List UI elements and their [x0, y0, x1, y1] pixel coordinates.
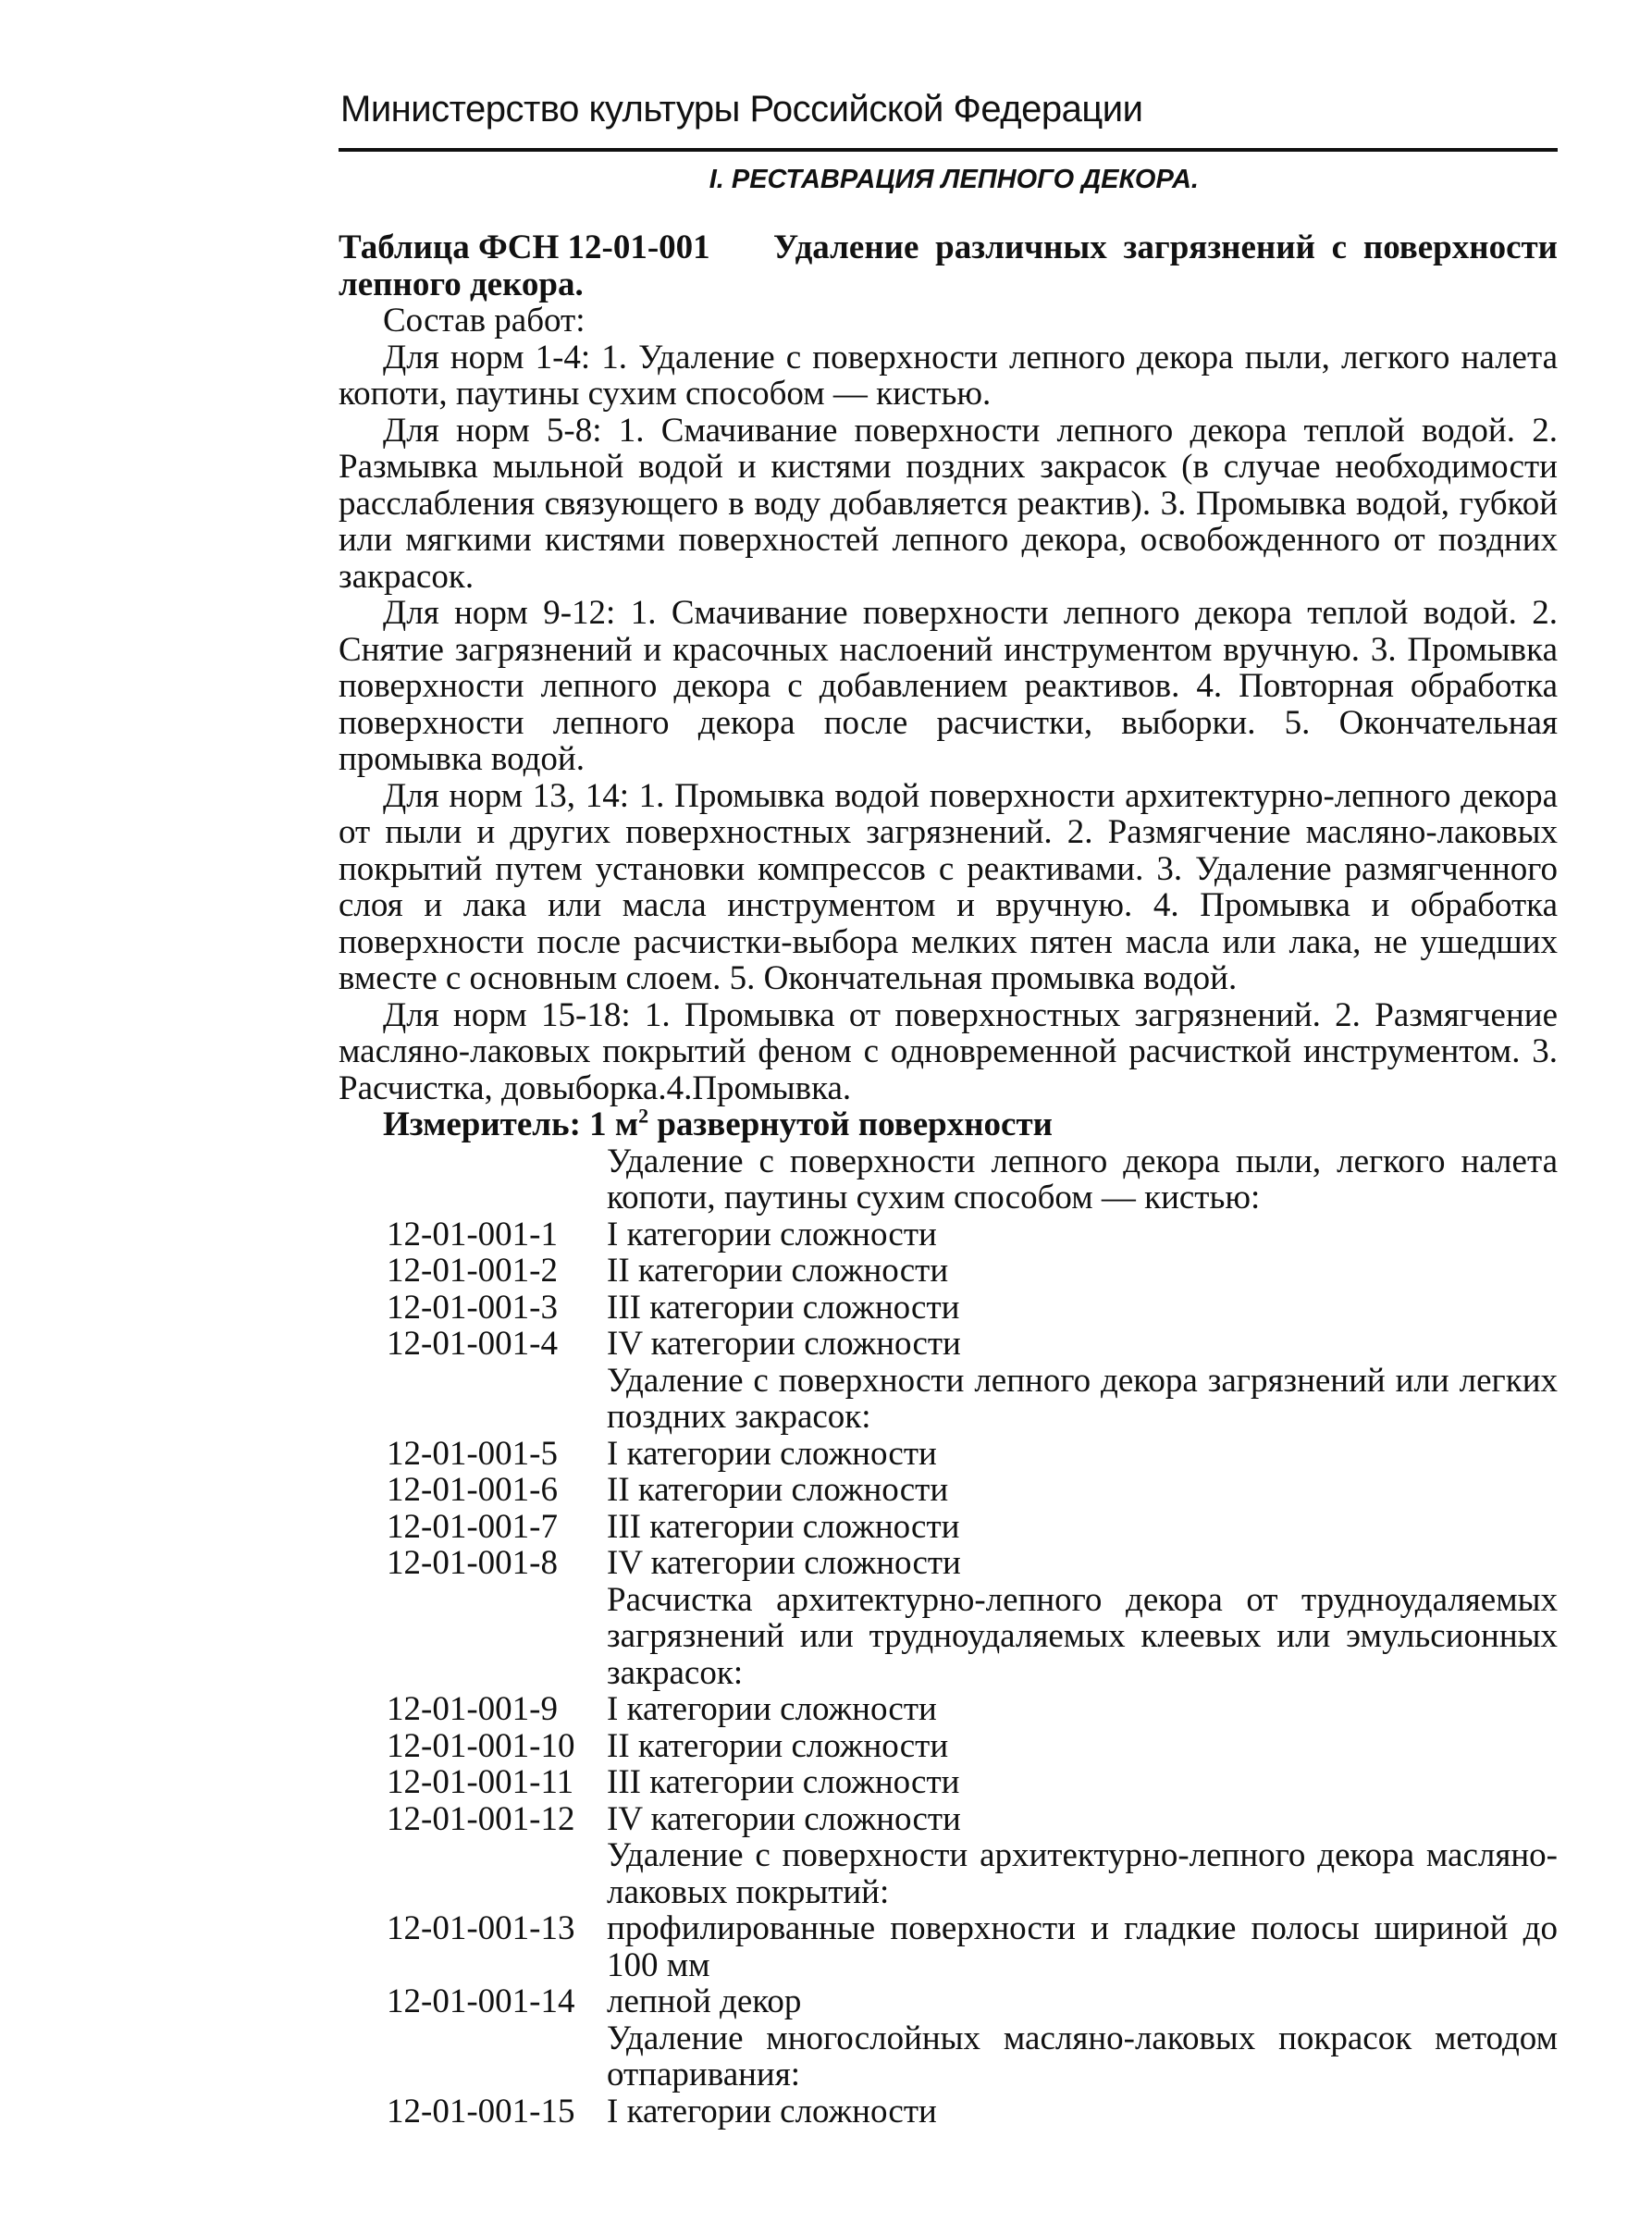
norm-code	[339, 1582, 607, 1692]
composition-label: Состав работ:	[383, 302, 586, 340]
norm-code: 12-01-001-3	[387, 1288, 558, 1327]
norm-code: 12-01-001-5	[387, 1434, 558, 1473]
norm-text: II категории сложности	[607, 1726, 949, 1765]
norm-row	[339, 1326, 1558, 1363]
composition-paragraph: Для норм 5-8: 1. Смачивание поверхности лепного декора теплой водой. 2. Размывка мыльной водой и кистями поздних закрасок (в случае необходимости расслабления связующего в воду добавляется реактив). 3. Промывка водой, губкой или мягкими кистями поверхностей лепного декора, освобожденного от поздних закрасок.	[339, 411, 1558, 596]
norm-row	[339, 1253, 1558, 1290]
table-title: Удаление различных загрязнений с поверхности лепного декора.	[339, 228, 1558, 303]
norm-text: I категории сложности	[607, 1215, 937, 1254]
norm-code: 12-01-001-7	[387, 1507, 558, 1546]
measure-sup: 2	[638, 1104, 649, 1128]
norm-text: II категории сложности	[607, 1471, 949, 1509]
norm-code: 12-01-001-10	[387, 1726, 575, 1765]
norm-code: 12-01-001-4	[387, 1325, 558, 1363]
norm-code	[339, 1837, 607, 1910]
norm-text: Удаление многослойных масляно-лаковых покрасок методом отпаривания:	[607, 2019, 1558, 2093]
norm-row	[339, 1436, 1558, 1473]
norm-text: Удаление с поверхности лепного декора пыли, легкого налета копоти, паутины сухим способом — кистью:	[607, 1142, 1558, 1216]
norm-text: Удаление с поверхности лепного декора загрязнений или легких поздних закрасок:	[607, 1361, 1558, 1436]
norm-group-heading	[339, 1837, 1558, 1910]
norm-code: 12-01-001-9	[387, 1690, 558, 1728]
norm-code	[339, 1143, 607, 1216]
norm-text: III категории сложности	[607, 1507, 960, 1546]
composition-paragraph: Для норм 1-4: 1. Удаление с поверхности лепного декора пыли, легкого налета копоти, паутины сухим способом — кистью.	[339, 338, 1558, 413]
norm-text: III категории сложности	[607, 1288, 960, 1327]
norms-list	[339, 1143, 1558, 2130]
norm-text: лепной декор	[607, 1982, 802, 2020]
norm-row	[339, 1691, 1558, 1728]
norm-row	[339, 1216, 1558, 1254]
norm-group-heading	[339, 1363, 1558, 1436]
norm-text: IV категории сложности	[607, 1325, 961, 1363]
norm-code: 12-01-001-1	[387, 1215, 558, 1254]
norm-text: I категории сложности	[607, 2092, 937, 2130]
norm-code: 12-01-001-11	[387, 1763, 574, 1801]
norm-code	[339, 1363, 607, 1436]
norm-text: Удаление с поверхности архитектурно-лепного декора масляно-лаковых покрытий:	[607, 1836, 1558, 1911]
norm-text: II категории сложности	[607, 1252, 949, 1290]
norm-text: I категории сложности	[607, 1690, 937, 1728]
section-title: I. РЕСТАВРАЦИЯ ЛЕПНОГО ДЕКОРА.	[709, 165, 1199, 194]
norm-row	[339, 2093, 1558, 2130]
norm-text: IV категории сложности	[607, 1799, 961, 1838]
norm-row	[339, 1728, 1558, 1765]
norm-text: III категории сложности	[607, 1763, 960, 1801]
table-code: Таблица ФСН 12-01-001	[339, 228, 710, 266]
running-head: Министерство культуры Российской Федерации	[340, 89, 1143, 130]
norm-row	[339, 1983, 1558, 2020]
norm-text: Расчистка архитектурно-лепного декора от трудноудаляемых загрязнений или трудноудаляемых клеевых или эмульсионных закрасок:	[607, 1580, 1558, 1692]
norm-group-heading	[339, 1582, 1558, 1692]
table-heading	[339, 229, 1558, 303]
norm-code: 12-01-001-8	[387, 1544, 558, 1582]
norm-group-heading	[339, 2020, 1558, 2093]
norm-code: 12-01-001-12	[387, 1799, 575, 1838]
composition-paragraph: Для норм 15-18: 1. Промывка от поверхностных загрязнений. 2. Размягчение масляно-лаковых покрытий феном с одновременной расчисткой инструментом. 3. Расчистка, довыборка.4.Промывка.	[339, 995, 1558, 1107]
composition-paragraph: Для норм 13, 14: 1. Промывка водой поверхности архитектурно-лепного декора от пыли и других поверхностных загрязнений. 2. Размягчение масляно-лаковых покрытий путем установки компрессов с реактивами. 3. Удаление размягченного слоя и лака или масла инструментом и вручную. 4. Промывка и обработка поверхности после расчистки-выбора мелких пятен масла или лака, не ушедших вместе с основным слоем. 5. Окончательная промывка водой.	[339, 776, 1558, 997]
measure-suffix: развернутой поверхности	[648, 1105, 1053, 1143]
header-rule	[339, 148, 1558, 152]
document-body	[339, 229, 1558, 2130]
norm-row	[339, 1764, 1558, 1801]
norm-code	[339, 2020, 607, 2093]
norm-row	[339, 1290, 1558, 1327]
norm-row	[339, 1509, 1558, 1546]
norm-row	[339, 1910, 1558, 1983]
norm-group-heading	[339, 1143, 1558, 1216]
norm-row	[339, 1545, 1558, 1582]
norm-text: профилированные поверхности и гладкие полосы шириной до 100 мм	[607, 1909, 1558, 1984]
norm-code: 12-01-001-13	[387, 1909, 575, 1947]
norm-text: I категории сложности	[607, 1434, 937, 1473]
norm-code: 12-01-001-14	[387, 1982, 575, 2020]
norm-code: 12-01-001-15	[387, 2092, 575, 2130]
norm-code: 12-01-001-6	[387, 1471, 558, 1509]
measure-unit	[339, 1106, 1558, 1143]
norm-code: 12-01-001-2	[387, 1252, 558, 1290]
norm-row	[339, 1472, 1558, 1509]
norm-text: IV категории сложности	[607, 1544, 961, 1582]
composition-paragraph: Для норм 9-12: 1. Смачивание поверхности лепного декора теплой водой. 2. Снятие загрязнений и красочных наслоений инструментом вручную. 3. Промывка поверхности лепного декора с добавлением реактивов. 4. Повторная обработка поверхности лепного декора после расчистки, выборки. 5. Окончательная промывка водой.	[339, 594, 1558, 778]
norm-row	[339, 1801, 1558, 1838]
measure-prefix: Измеритель: 1 м	[383, 1105, 639, 1143]
